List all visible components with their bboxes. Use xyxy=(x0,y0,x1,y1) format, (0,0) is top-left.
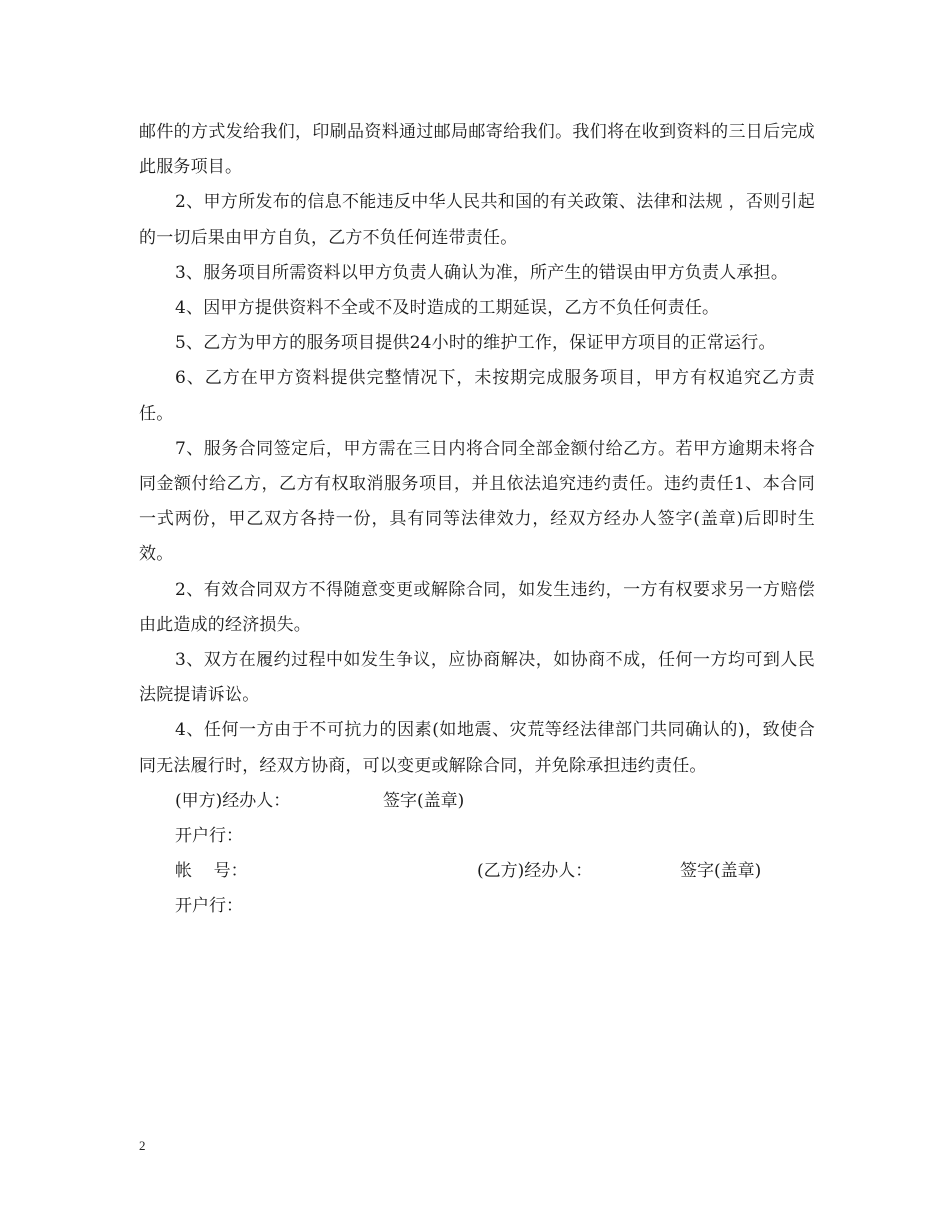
party-b-bank-line xyxy=(139,889,815,924)
page-number: 2 xyxy=(139,1138,146,1153)
account-line xyxy=(139,854,815,889)
party-b-sign-label: 签字(盖章) xyxy=(680,860,762,881)
paragraph-breach-2: 2、有效合同双方不得随意变更或解除合同，如发生违约，一方有权要求另一方赔偿由此造成的经济损失。 xyxy=(139,579,815,635)
account-label: 帐 号： xyxy=(175,860,248,881)
party-a-sign-label: 签字(盖章) xyxy=(383,790,465,811)
paragraph-clause-2: 2、甲方所发布的信息不能违反中华人民共和国的有关政策、法律和法规 ，否则引起的一切后果由甲方自负，乙方不负任何连带责任。 xyxy=(139,192,815,248)
party-a-agent-label: (甲方)经办人： xyxy=(175,790,291,811)
paragraph-clause-3: 3、服务项目所需资料以甲方负责人确认为准，所产生的错误由甲方负责人承担。 xyxy=(175,262,789,283)
paragraph-breach-3: 3、双方在履约过程中如发生争议，应协商解决，如协商不成，任何一方均可到人民法院提请诉讼。 xyxy=(139,650,815,706)
party-a-bank-line xyxy=(139,819,815,854)
paragraph-breach-4: 4、任何一方由于不可抗力的因素(如地震、灾荒等经法律部门共同确认的)，致使合同无法履行时，经双方协商，可以变更或解除合同，并免除承担违约责任。 xyxy=(139,720,815,776)
paragraph-0: 邮件的方式发给我们，印刷品资料通过邮局邮寄给我们。我们将在收到资料的三日后完成此服务项目。 xyxy=(139,122,815,178)
paragraph-clause-5: 5、乙方为甲方的服务项目提供24小时的维护工作，保证甲方项目的正常运行。 xyxy=(175,333,776,354)
paragraph-clause-4: 4、因甲方提供资料不全或不及时造成的工期延误，乙方不负任何责任。 xyxy=(175,298,720,319)
paragraph-clause-7: 7、服务合同签定后，甲方需在三日内将合同全部金额付给乙方。若甲方逾期未将合同金额付给乙方，乙方有权取消服务项目，并且依法追究违约责任。违约责任1、本合同一式两份，甲乙双方各持一份，具有同等法律效力，经双方经办人签字(盖章)后即时生效。 xyxy=(139,438,815,565)
party-a-bank-label: 开户行： xyxy=(175,825,243,846)
paragraph-clause-6: 6、乙方在甲方资料提供完整情况下，未按期完成服务项目，甲方有权追究乙方责任。 xyxy=(139,368,815,424)
party-b-bank-label: 开户行： xyxy=(175,895,243,916)
signature-block xyxy=(139,784,815,925)
document-body xyxy=(139,115,815,925)
party-b-agent-label: (乙方)经办人： xyxy=(477,860,593,881)
party-a-agent-line xyxy=(139,784,815,819)
